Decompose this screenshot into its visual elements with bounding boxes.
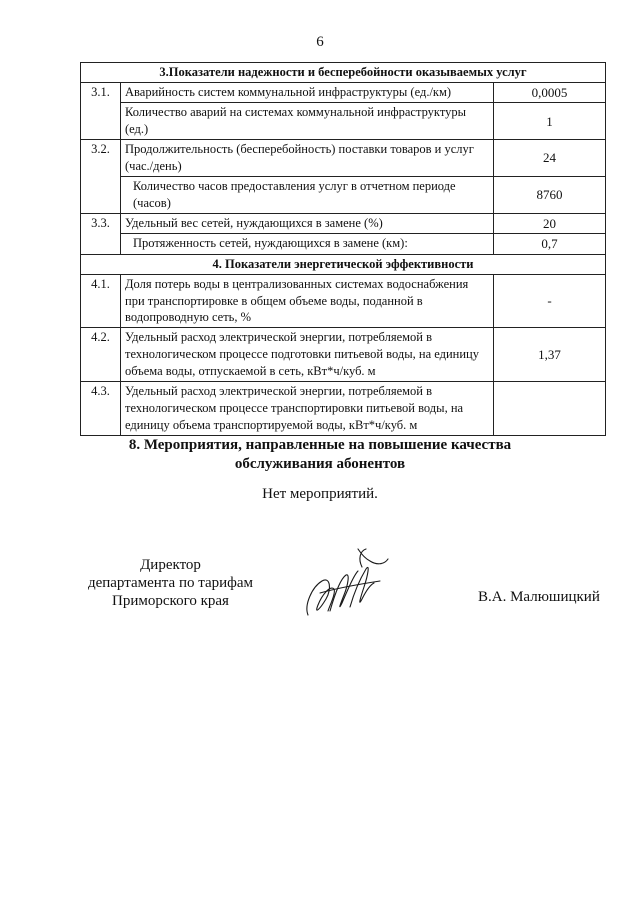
table-row	[81, 381, 606, 435]
table-row	[81, 103, 606, 140]
row-value: 0,7	[494, 234, 606, 255]
row-indicator: Аварийность систем коммунальной инфраструктуры (ед./км)	[121, 82, 494, 103]
section-8-title	[0, 436, 640, 474]
table-row	[81, 274, 606, 328]
signatory-position	[78, 556, 263, 610]
row-number: 4.3.	[81, 381, 121, 435]
position-line-3: Приморского края	[112, 593, 229, 609]
row-number: 4.2.	[81, 328, 121, 382]
table-row	[81, 213, 606, 234]
row-value: 1,37	[494, 328, 606, 382]
row-indicator: Протяженность сетей, нуждающихся в замене (км):	[121, 234, 494, 255]
table-section-header	[81, 63, 606, 83]
table-section-header	[81, 254, 606, 274]
section-4-header: 4. Показатели энергетической эффективности	[81, 254, 606, 274]
position-line-1: Директор	[140, 557, 201, 573]
row-indicator: Продолжительность (бесперебойность) поставки товаров и услуг (час./день)	[121, 140, 494, 177]
section-3-header: 3.Показатели надежности и бесперебойности оказываемых услуг	[81, 63, 606, 83]
indicators-table	[80, 62, 606, 436]
row-indicator: Доля потерь воды в централизованных системах водоснабжения при транспортировке в общем объеме воды, поданной в водопроводную сеть, %	[121, 274, 494, 328]
handwritten-signature	[300, 545, 392, 621]
table-row	[81, 234, 606, 255]
row-value: -	[494, 274, 606, 328]
row-indicator: Количество часов предоставления услуг в отчетном периоде (часов)	[121, 176, 494, 213]
row-number: 3.2.	[81, 140, 121, 214]
row-number: 3.1.	[81, 82, 121, 139]
row-value: 1	[494, 103, 606, 140]
row-indicator: Удельный вес сетей, нуждающихся в замене (%)	[121, 213, 494, 234]
signatory-name: В.А. Малюшицкий	[478, 589, 600, 605]
row-value: 0,0005	[494, 82, 606, 103]
row-number: 4.1.	[81, 274, 121, 328]
table-row	[81, 176, 606, 213]
row-number: 3.3.	[81, 213, 121, 254]
section-8-title-line-1: 8. Мероприятия, направленные на повышение качества	[128, 437, 512, 453]
row-value: 24	[494, 140, 606, 177]
row-indicator: Удельный расход электрической энергии, потребляемой в технологическом процессе подготовки питьевой воды, на единицу объема воды, отпускаемой в сеть, кВт*ч/куб. м	[121, 328, 494, 382]
page-number: 6	[316, 34, 324, 50]
table-row	[81, 140, 606, 177]
section-8-title-line-2: обслуживания абонентов	[234, 456, 406, 472]
row-value: 8760	[494, 176, 606, 213]
position-line-2: департамента по тарифам	[87, 575, 254, 591]
table-row	[81, 82, 606, 103]
section-8-body: Нет мероприятий.	[262, 486, 378, 502]
row-indicator: Количество аварий на системах коммунальной инфраструктуры (ед.)	[121, 103, 494, 140]
table-row	[81, 328, 606, 382]
row-value: 20	[494, 213, 606, 234]
row-value	[494, 381, 606, 435]
row-indicator: Удельный расход электрической энергии, потребляемой в технологическом процессе транспортировки питьевой воды, на единицу объема транспортируемой воды, кВт*ч/куб. м	[121, 381, 494, 435]
